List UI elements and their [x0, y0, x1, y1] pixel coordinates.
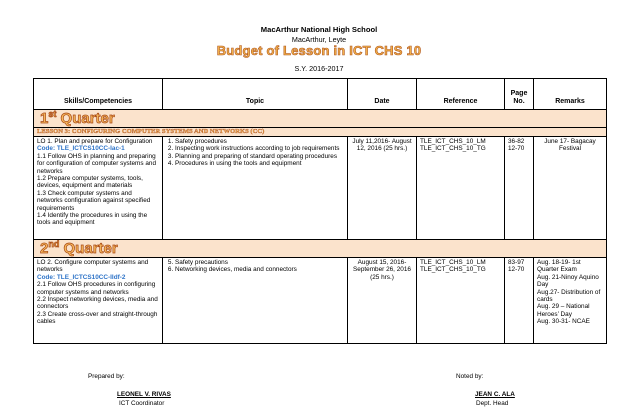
q1-topic-item: 3. Planning and preparing of standard operating procedures	[175, 153, 344, 160]
quarter-2-banner	[34, 240, 607, 258]
prepared-by-name: LEONEL V. RIVAS	[117, 391, 171, 398]
q1-skill-item: 1.4 Identify the procedures in using the tools and equipment	[37, 212, 148, 227]
col-page-no: Page No.	[505, 79, 534, 110]
quarter-2-label: 2nd Quarter	[40, 239, 118, 258]
q1-skill-item: 1.1 Follow OHS in planning and preparing for configuration of computer systems and networks	[37, 152, 156, 175]
q2-remark-item: Aug. 21-Ninoy Aquino Day	[537, 273, 599, 289]
q2-date: August 15, 2016- September 26, 2016 (25 hrs.)	[348, 258, 417, 344]
noted-by-label: Noted by:	[456, 373, 484, 380]
q2-remark-item: Aug. 29 – National Heroes’ Day	[537, 303, 590, 318]
q2-topic-item: 5. Safety precautions	[175, 259, 344, 266]
q1-topic-item: 1. Safety procedures	[175, 138, 344, 145]
q1-topic-item: 2. Inspecting work instructions according to job requirements	[175, 145, 344, 152]
q1-date: July 11,2016- August 12, 2016 (25 hrs.)	[348, 137, 417, 240]
q2-pages-cell	[505, 258, 534, 344]
school-address: MacArthur, Leyte	[291, 35, 347, 44]
q1-topic-item: 4. Procedures in using the tools and equipment	[175, 160, 344, 167]
q2-reference-cell	[417, 258, 505, 344]
q2-topic-item: 6. Networking devices, media and connectors	[175, 266, 344, 273]
q2-skill-item: 2.3 Create cross-over and straight-through cables	[37, 310, 158, 326]
q1-reference-lm: TLE_ICT_CHS_10_LM	[420, 138, 486, 145]
q1-skills-cell	[34, 137, 163, 240]
noted-by-name: JEAN C. ALA	[475, 391, 515, 398]
q1-skill-item: 1.3 Check computer systems and networks configuration against specified requirements	[37, 189, 151, 212]
q2-code: Code: TLE_ICTCS10CC-IIdf-2	[37, 273, 126, 281]
noted-by-title: Dept. Head	[476, 400, 509, 407]
document-title: Budget of Lesson in ICT CHS 10	[216, 43, 422, 58]
prepared-by-label: Prepared by:	[88, 373, 125, 380]
quarter-1-row	[34, 110, 607, 128]
q2-remark-item: Aug.27- Distribution of cards	[537, 288, 601, 304]
q2-content-row	[34, 258, 607, 344]
q1-page-tg: 12-70	[508, 145, 525, 153]
lesson-title: LESSON 3: CONFIGURING COMPUTER SYSTEMS AND NETWORKS (CC)	[34, 128, 607, 137]
q2-lo: LO 2. Configure computer systems and networks	[37, 259, 149, 274]
q1-remarks: June 17- Bagacay Festival	[534, 137, 607, 240]
q2-page-tg: 12-70	[508, 266, 525, 274]
q2-topic-cell	[163, 258, 348, 344]
q1-reference-cell	[417, 137, 505, 240]
col-skills: Skills/Competencies	[34, 79, 163, 110]
q1-reference-tg: TLE_ICT_CHS_10_TG	[420, 145, 486, 153]
col-reference: Reference	[417, 79, 505, 110]
table-header-row	[34, 79, 607, 110]
quarter-2-row	[34, 240, 607, 258]
q1-skill-item: 1.2 Prepare computer systems, tools, devices, equipment and materials	[37, 175, 143, 190]
q1-code: Code: TLE_ICTCS10CC-Iac-1	[37, 145, 125, 153]
col-topic: Topic	[163, 79, 348, 110]
q2-page-lm: 83-97	[508, 259, 525, 266]
quarter-1-banner	[34, 110, 607, 128]
q1-topic-cell	[163, 137, 348, 240]
quarter-1-label: 1st Quarter	[40, 109, 115, 128]
school-name: MacArthur National High School	[260, 25, 378, 34]
q1-pages-cell	[505, 137, 534, 240]
q1-lo: LO 1. Plan and prepare for Configuration	[37, 138, 153, 145]
q2-reference-tg: TLE_ICT_CHS_10_TG	[420, 266, 486, 274]
budget-table	[33, 78, 607, 344]
q1-page-lm: 36-82	[508, 138, 525, 145]
q2-remark-item: Aug. 18-19- 1st Quarter Exam	[537, 259, 581, 274]
school-year: S.Y. 2016-2017	[294, 64, 344, 73]
q2-skill-item: 2.1 Follow OHS procedures in configuring computer systems and networks	[37, 281, 156, 296]
q2-reference-lm: TLE_ICT_CHS_10_LM	[420, 259, 486, 266]
q2-remarks-cell	[534, 258, 607, 344]
col-date: Date	[348, 79, 417, 110]
lesson-row	[34, 128, 607, 137]
q1-content-row	[34, 137, 607, 240]
col-remarks: Remarks	[534, 79, 607, 110]
prepared-by-title: ICT Coordinator	[119, 400, 165, 407]
q2-remark-item: Aug. 30-31- NCAE	[537, 318, 590, 326]
q2-skill-item: 2.2 Inspect networking devices, media and connectors	[37, 296, 158, 311]
q2-skills-cell	[34, 258, 163, 344]
